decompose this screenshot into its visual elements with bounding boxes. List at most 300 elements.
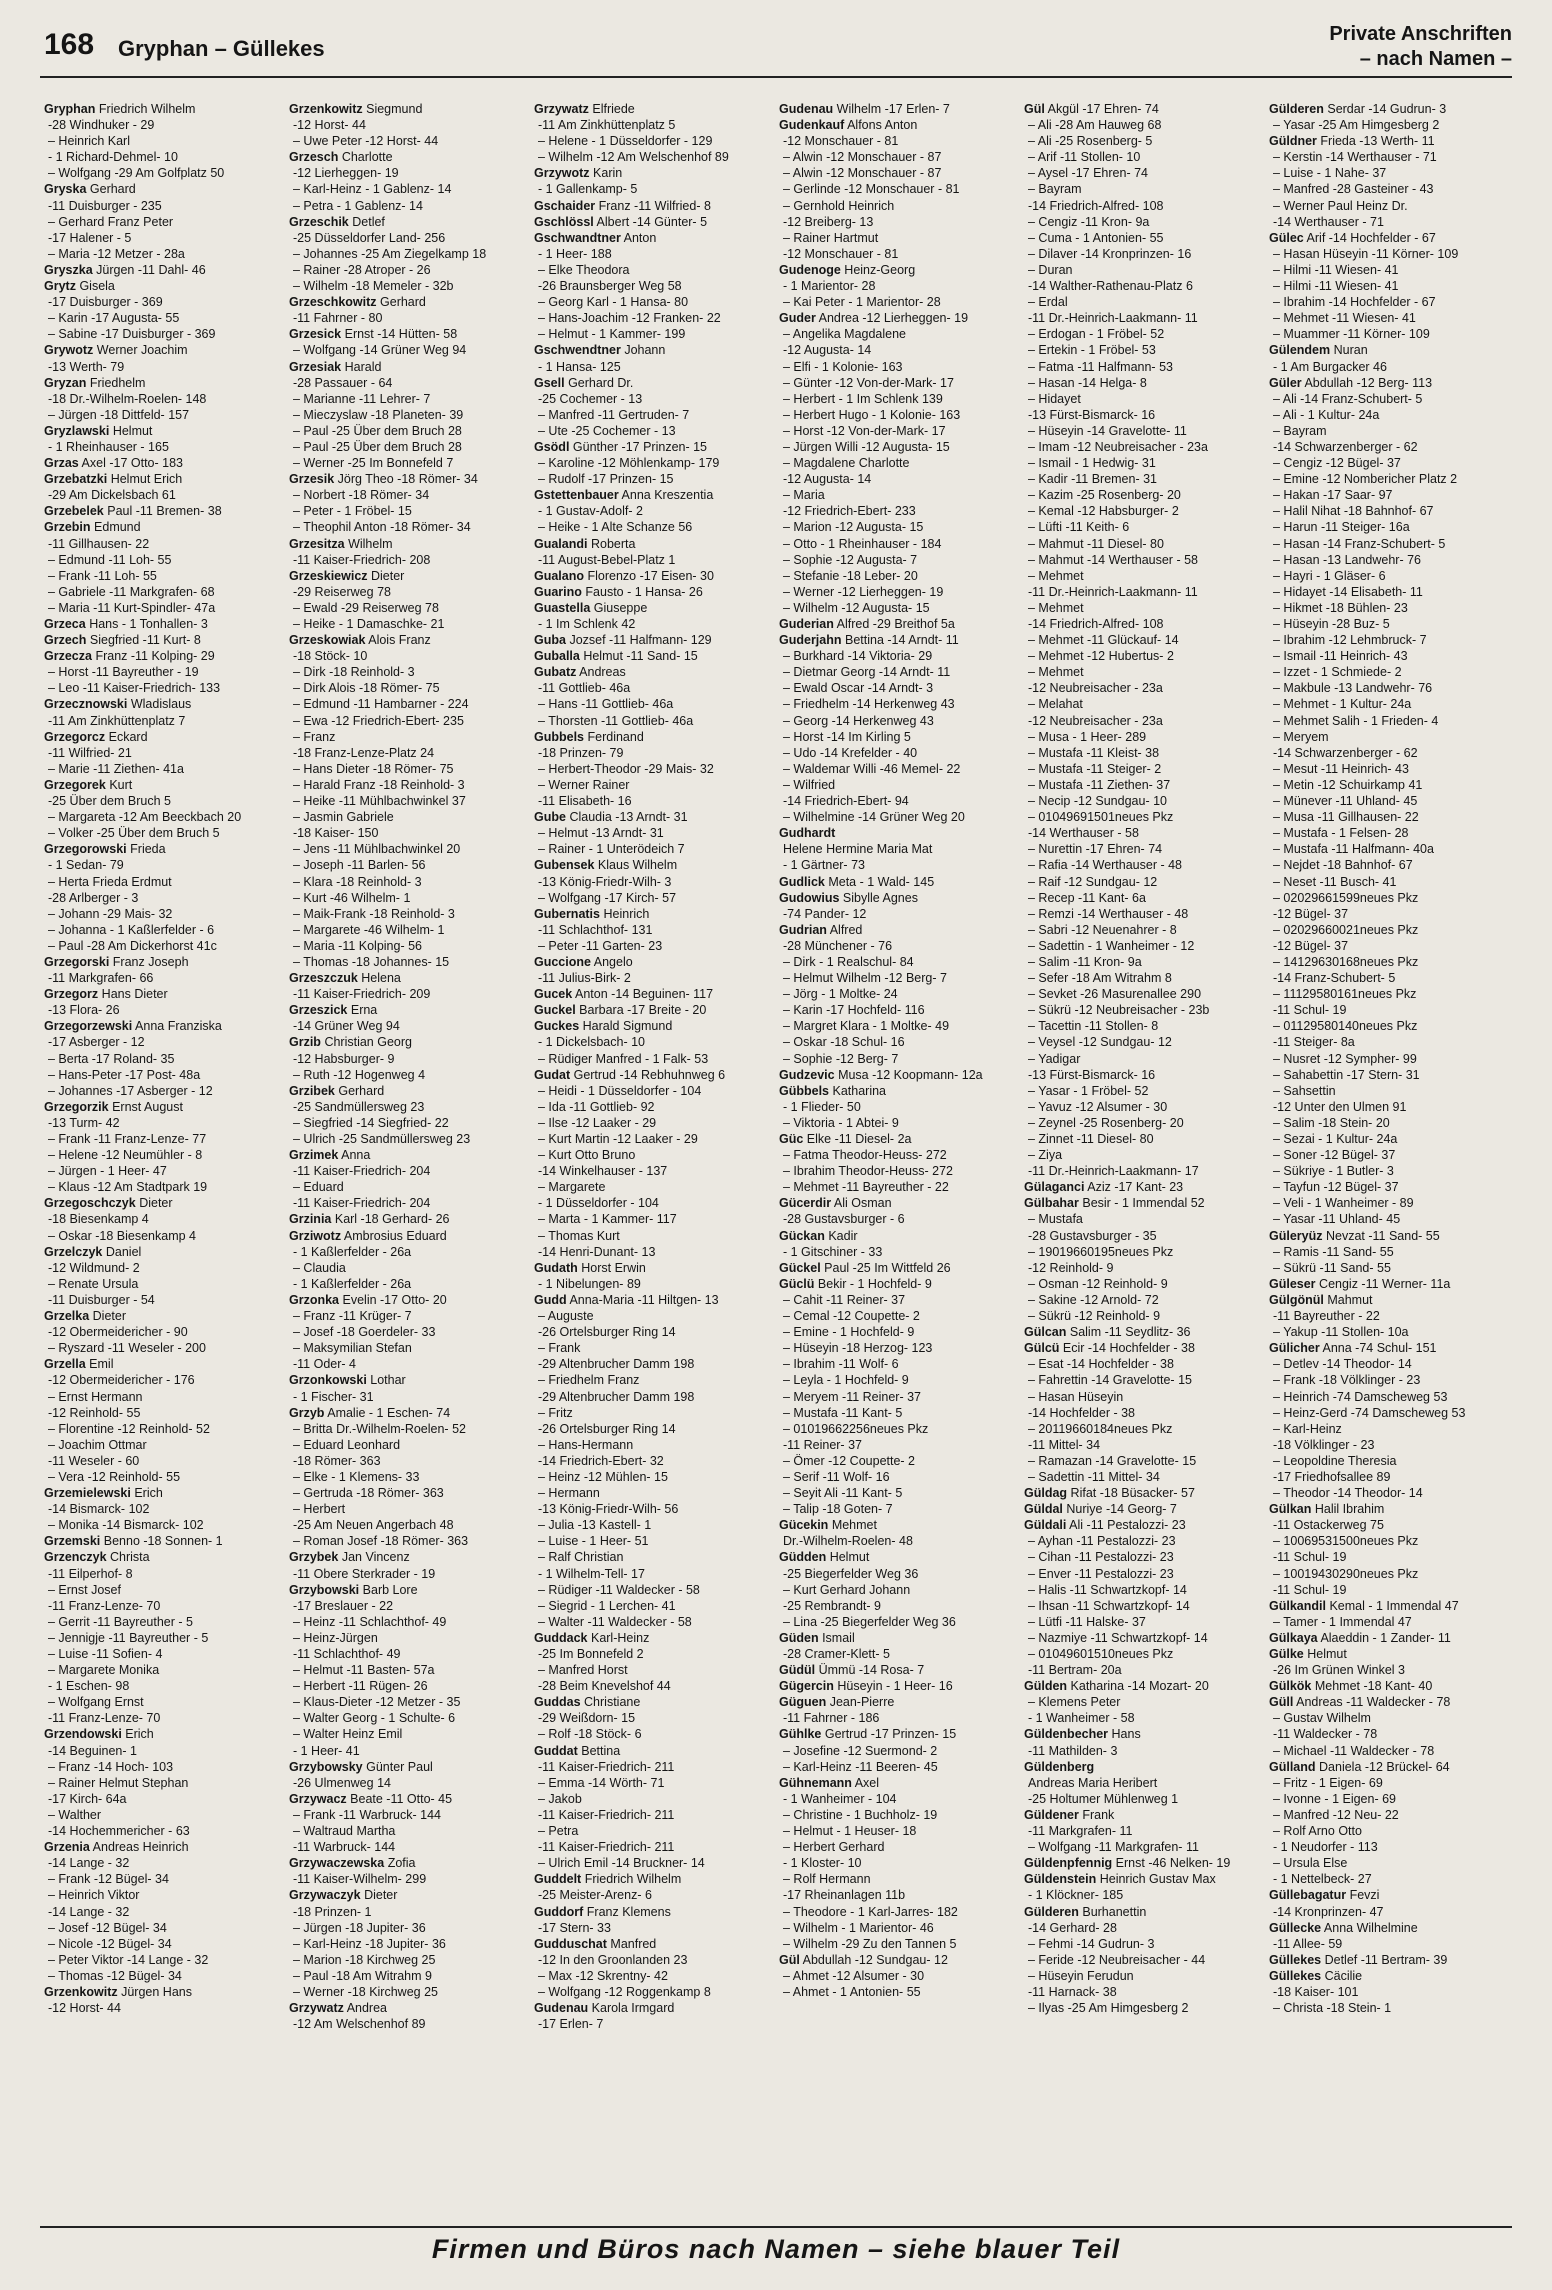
entry-line: – Luise - 1 Heer- 51 bbox=[538, 1534, 649, 1549]
entry-line: – Ertekin - 1 Fröbel- 53 bbox=[1028, 343, 1156, 358]
entry-details: Ambrosius Eduard bbox=[343, 1228, 447, 1243]
entry-line: – Renate Ursula bbox=[48, 1276, 139, 1291]
entry-line: -26 Ulmenweg 14 bbox=[293, 1775, 391, 1790]
directory-entry bbox=[1024, 1501, 1263, 1517]
entry-line: – Karl-Heinz - 1 Gablenz- 14 bbox=[293, 182, 452, 197]
entry-line: – Johannes -17 Asberger - 12 bbox=[48, 1083, 213, 1098]
directory-entry bbox=[44, 101, 283, 117]
entry-line: – Mehmet bbox=[1028, 665, 1084, 680]
entry-line: – Mehmet Salih - 1 Frieden- 4 bbox=[1273, 713, 1439, 728]
entry-line: – Heinz -12 Mühlen- 15 bbox=[538, 1469, 668, 1484]
entry-line: – Joseph -11 Barlen- 56 bbox=[293, 858, 426, 873]
entry-line: – Nicole -12 Bügel- 34 bbox=[48, 1936, 172, 1951]
entry-line: – Friedhelm -14 Herkenweg 43 bbox=[783, 697, 955, 712]
directory-entry bbox=[44, 632, 283, 648]
entry-line: – 10069531500neues Pkz bbox=[1273, 1534, 1419, 1549]
entry-line: – Hikmet -18 Bühlen- 23 bbox=[1273, 600, 1408, 615]
surname: Grzebin bbox=[44, 520, 91, 535]
directory-entry bbox=[1269, 1694, 1508, 1710]
entry-details: Axel -17 Otto- 183 bbox=[81, 456, 183, 471]
entry-line: – Alwin -12 Monschauer - 87 bbox=[783, 150, 942, 165]
entry-line: – Elfi - 1 Kolonie- 163 bbox=[783, 359, 903, 374]
entry-line: – Erdogan - 1 Fröbel- 52 bbox=[1028, 327, 1165, 342]
entry-details: Axel bbox=[854, 1775, 880, 1790]
surname: Gudenau bbox=[779, 102, 834, 116]
entry-line: -12 Bügel- 37 bbox=[1273, 938, 1349, 953]
entry-line: - 1 Kaßlerfelder - 26a bbox=[293, 1244, 412, 1259]
entry-line: – Christa -18 Stein- 1 bbox=[1273, 2001, 1392, 2016]
surname: Güldenstein bbox=[1024, 1872, 1097, 1887]
entry-line: – Hasan -14 Helga- 8 bbox=[1028, 375, 1147, 390]
entry-details: Frieda bbox=[130, 842, 166, 857]
directory-entry bbox=[1024, 1871, 1263, 1887]
entry-line: – Maria -11 Kolping- 56 bbox=[293, 938, 423, 953]
entry-line: -11 Fahrner - 80 bbox=[293, 311, 383, 326]
entry-line: – Josef -18 Goerdeler- 33 bbox=[293, 1325, 436, 1340]
entry-details: Fevzi bbox=[1349, 1888, 1380, 1903]
entry-details: Andreas bbox=[579, 665, 626, 680]
surname: Gudhardt bbox=[779, 826, 836, 841]
surname: Gülke bbox=[1269, 1647, 1304, 1661]
entry-line: – Jürgen - 1 Heer- 47 bbox=[48, 1164, 167, 1179]
entry-details: Bekir - 1 Hochfeld- 9 bbox=[817, 1276, 932, 1291]
entry-line: – Jürgen -18 Jupiter- 36 bbox=[293, 1920, 426, 1935]
directory-entry bbox=[44, 841, 283, 857]
surname: Guccione bbox=[534, 954, 591, 969]
surname: Gügercin bbox=[779, 1679, 834, 1694]
entry-line: -11 Wilfried- 21 bbox=[48, 745, 132, 760]
entry-line: – Herbert Hugo - 1 Kolonie- 163 bbox=[783, 407, 961, 422]
entry-line: - 1 Dickelsbach- 10 bbox=[538, 1035, 645, 1050]
entry-line: – 14129630168neues Pkz bbox=[1273, 954, 1419, 969]
directory-entry bbox=[534, 954, 773, 970]
directory-entry bbox=[44, 423, 283, 439]
entry-line: -26 Ortelsburger Ring 14 bbox=[538, 1325, 676, 1340]
entry-line: - 1 Am Burgacker 46 bbox=[1273, 359, 1387, 374]
directory-entry bbox=[779, 1775, 1018, 1791]
entry-line: – Wilfried bbox=[783, 777, 836, 792]
surname: Gualano bbox=[534, 568, 585, 583]
entry-line: – 01049601510neues Pkz bbox=[1028, 1647, 1174, 1661]
entry-line: – Uwe Peter -12 Horst- 44 bbox=[293, 134, 439, 149]
surname: Grzeszczuk bbox=[289, 971, 358, 986]
entry-line: – Arif -11 Stollen- 10 bbox=[1028, 150, 1141, 165]
surname: Gülendem bbox=[1269, 343, 1331, 358]
directory-column bbox=[44, 101, 283, 2187]
entry-details: Anna-Maria -11 Hiltgen- 13 bbox=[569, 1292, 719, 1307]
directory-entry bbox=[289, 1034, 528, 1050]
entry-line: – Gerhard Franz Peter bbox=[48, 214, 174, 229]
surname: Grzegorcz bbox=[44, 729, 106, 744]
surname: Guderjahn bbox=[779, 633, 842, 648]
entry-line: – Sefer -18 Am Witrahm 8 bbox=[1028, 971, 1172, 986]
surname: Gryska bbox=[44, 182, 87, 197]
entry-line: – Horst -14 Im Kirling 5 bbox=[783, 729, 911, 744]
surname: Grzibek bbox=[289, 1083, 335, 1098]
entry-line: – Edmund -11 Hambarner - 224 bbox=[293, 697, 469, 712]
entry-details: Akgül -17 Ehren- 74 bbox=[1047, 102, 1159, 116]
directory-entry bbox=[1269, 1228, 1508, 1244]
entry-line: -28 Gustavsburger - 6 bbox=[783, 1212, 905, 1227]
entry-line: - 1 Marientor- 28 bbox=[783, 279, 876, 294]
entry-line: – Franz -11 Krüger- 7 bbox=[293, 1309, 412, 1324]
entry-line: -25 Rembrandt- 9 bbox=[783, 1598, 881, 1613]
entry-details: Karl -18 Gerhard- 26 bbox=[334, 1212, 450, 1227]
directory-entry bbox=[44, 954, 283, 970]
directory-entry bbox=[779, 1228, 1018, 1244]
directory-entry bbox=[534, 600, 773, 616]
directory-entry bbox=[534, 1018, 773, 1034]
entry-line: – Ihsan -11 Schwartzkopf- 14 bbox=[1028, 1598, 1190, 1613]
entry-details: Alfred -29 Breithof 5a bbox=[836, 617, 955, 631]
entry-line: – Muammer -11 Körner- 109 bbox=[1273, 327, 1430, 342]
surname: Gubbels bbox=[534, 729, 585, 744]
entry-line: – Julia -13 Kastell- 1 bbox=[538, 1518, 652, 1533]
entry-line: – Soner -12 Bügel- 37 bbox=[1273, 1148, 1396, 1163]
directory-entry bbox=[1269, 1340, 1508, 1356]
entry-line: - 1 Nibelungen- 89 bbox=[538, 1276, 641, 1291]
surname: Gückel bbox=[779, 1260, 821, 1275]
surname: Gudath bbox=[534, 1260, 578, 1275]
entry-details: Roberta bbox=[590, 536, 636, 551]
entry-details: Cengiz -11 Werner- 11a bbox=[1319, 1276, 1451, 1291]
entry-line: – Klaus -12 Am Stadtpark 19 bbox=[48, 1180, 208, 1195]
entry-details: Wladislaus bbox=[130, 697, 192, 712]
surname: Güldener bbox=[1024, 1807, 1079, 1822]
surname: Güldenpfennig bbox=[1024, 1856, 1113, 1871]
entry-details: Mehmet -18 Kant- 40 bbox=[1314, 1679, 1433, 1694]
entry-line: – Emine - 1 Hochfeld- 9 bbox=[783, 1325, 915, 1340]
directory-entry bbox=[534, 1002, 773, 1018]
directory-entry bbox=[779, 101, 1018, 117]
directory-entry bbox=[1269, 1501, 1508, 1517]
entry-line: – Sahsettin bbox=[1273, 1083, 1336, 1098]
surname: Grzebelek bbox=[44, 504, 104, 519]
entry-line: – Izzet - 1 Schmiede- 2 bbox=[1273, 665, 1402, 680]
entry-line: – Sadettin -11 Mittel- 34 bbox=[1028, 1469, 1160, 1484]
entry-line: – Osman -12 Reinhold- 9 bbox=[1028, 1276, 1168, 1291]
entry-details: Edmund bbox=[94, 520, 141, 535]
directory-entry bbox=[534, 214, 773, 230]
entry-line: – Cemal -12 Coupette- 2 bbox=[783, 1309, 920, 1324]
entry-line: -11 Gottlieb- 46a bbox=[538, 681, 631, 696]
entry-details: Johann bbox=[624, 343, 666, 358]
surname: Grzeschik bbox=[289, 214, 349, 229]
directory-entry bbox=[44, 455, 283, 471]
entry-line: – Franz bbox=[293, 729, 336, 744]
entry-line: – Kemal -12 Habsburger- 2 bbox=[1028, 504, 1179, 519]
surname: Gschwandtner bbox=[534, 230, 621, 245]
entry-line: – Frank -18 Völklinger - 23 bbox=[1273, 1373, 1421, 1388]
entry-details: Karin bbox=[593, 166, 623, 181]
entry-line: – Yasar -25 Am Himgesberg 2 bbox=[1273, 118, 1440, 133]
surname: Grzas bbox=[44, 456, 79, 471]
entry-details: Andreas Heinrich bbox=[92, 1840, 189, 1855]
surname: Grzywaczewska bbox=[289, 1856, 385, 1871]
entry-details: Hans - 1 Tonhallen- 3 bbox=[89, 617, 208, 631]
entry-line: – Paul -25 Über dem Bruch 28 bbox=[293, 423, 462, 438]
entry-line: -29 Am Dickelsbach 61 bbox=[48, 488, 176, 503]
entry-line: – Remzi -14 Werthauser - 48 bbox=[1028, 906, 1189, 921]
directory-entry bbox=[44, 729, 283, 745]
entry-line: -13 Turm- 42 bbox=[48, 1115, 120, 1130]
entry-details: Charlotte bbox=[341, 150, 393, 165]
directory-entry bbox=[44, 616, 283, 632]
surname: Grzonka bbox=[289, 1292, 340, 1307]
entry-line: – Mustafa bbox=[1028, 1212, 1083, 1227]
entry-line: -29 Altenbrucher Damm 198 bbox=[538, 1357, 695, 1372]
entry-line: -11 Obere Sterkrader - 19 bbox=[293, 1566, 436, 1581]
directory-entry bbox=[44, 278, 283, 294]
directory-column bbox=[289, 101, 528, 2187]
entry-line: -17 Stern- 33 bbox=[538, 1920, 611, 1935]
entry-line: – Aysel -17 Ehren- 74 bbox=[1028, 166, 1148, 181]
directory-entry bbox=[1269, 375, 1508, 391]
directory-entry bbox=[534, 1743, 773, 1759]
entry-line: – Musa -11 Gillhausen- 22 bbox=[1273, 810, 1419, 825]
entry-line: -18 Völklinger - 23 bbox=[1273, 1437, 1375, 1452]
entry-line: - 1 Gärtner- 73 bbox=[783, 858, 865, 873]
entry-line: – Walther bbox=[48, 1807, 102, 1822]
directory-entry bbox=[44, 471, 283, 487]
entry-line: -13 König-Friedr-Wilh- 56 bbox=[538, 1502, 679, 1517]
directory-column bbox=[1024, 101, 1263, 2187]
surname: Güler bbox=[1269, 375, 1302, 390]
entry-line: - 1 Klöckner- 185 bbox=[1028, 1888, 1124, 1903]
entry-line: – Rolf -18 Stöck- 6 bbox=[538, 1727, 642, 1742]
surname: Gülicher bbox=[1269, 1341, 1320, 1356]
entry-line: - 1 Wanheimer - 104 bbox=[783, 1791, 897, 1806]
entry-line: – Werner Paul Heinz Dr. bbox=[1273, 198, 1408, 213]
entry-details: Andrea bbox=[346, 2001, 387, 2016]
entry-line: -18 Prinzen- 79 bbox=[538, 745, 624, 760]
surname: Gülden bbox=[1024, 1679, 1068, 1694]
entry-line: – Fatma -11 Halfmann- 53 bbox=[1028, 359, 1173, 374]
entry-details: Gerhard bbox=[380, 295, 426, 310]
entry-line: -25 Sandmüllersweg 23 bbox=[293, 1099, 425, 1114]
entry-line: -11 Weseler - 60 bbox=[48, 1453, 140, 1468]
directory-entry bbox=[44, 503, 283, 519]
directory-entry bbox=[44, 1839, 283, 1855]
directory-entry bbox=[534, 101, 773, 117]
entry-line: -25 Biegerfelder Weg 36 bbox=[783, 1566, 919, 1581]
entry-line: – Jennigje -11 Bayreuther - 5 bbox=[48, 1630, 209, 1645]
entry-line: – Hans-Hermann bbox=[538, 1437, 634, 1452]
entry-line: – Wilhelm - 1 Marientor- 46 bbox=[783, 1920, 934, 1935]
entry-line: – Kai Peter - 1 Marientor- 28 bbox=[783, 295, 941, 310]
directory-entry bbox=[44, 696, 283, 712]
entry-line: – Wilhelm -12 Augusta- 15 bbox=[783, 600, 930, 615]
entry-line: -12 Friedrich-Ebert- 233 bbox=[783, 504, 916, 519]
entry-line: – Heinz -11 Schlachthof- 49 bbox=[293, 1614, 447, 1629]
entry-line: – Kazim -25 Rosenberg- 20 bbox=[1028, 488, 1181, 503]
entry-details: Dieter bbox=[92, 1309, 126, 1324]
entry-line: – Yakup -11 Stollen- 10a bbox=[1273, 1325, 1409, 1340]
entry-details: Christian Georg bbox=[324, 1035, 412, 1050]
entry-line: – Ulrich Emil -14 Bruckner- 14 bbox=[538, 1856, 705, 1871]
surname: Gsell bbox=[534, 375, 565, 390]
entry-line: – Frank bbox=[538, 1341, 581, 1356]
directory-entry bbox=[534, 584, 773, 600]
entry-line: -12 In den Groonlanden 23 bbox=[538, 1952, 688, 1967]
surname: Grziwotz bbox=[289, 1228, 342, 1243]
entry-line: – Ziya bbox=[1028, 1148, 1063, 1163]
entry-line: – Sezai - 1 Kultur- 24a bbox=[1273, 1132, 1398, 1146]
entry-line: – Friedhelm Franz bbox=[538, 1373, 640, 1388]
directory-entry bbox=[289, 1147, 528, 1163]
entry-line: – Jasmin Gabriele bbox=[293, 810, 394, 825]
directory-entry bbox=[534, 536, 773, 552]
entry-details: Andreas -11 Waldecker - 78 bbox=[1296, 1695, 1451, 1710]
surname: Guder bbox=[779, 311, 816, 326]
directory-column bbox=[534, 101, 773, 2187]
entry-line: – Werner -18 Kirchweg 25 bbox=[293, 1984, 438, 1999]
entry-details: Burhanettin bbox=[1082, 1904, 1147, 1919]
entry-line: -25 Meister-Arenz- 6 bbox=[538, 1888, 652, 1903]
entry-line: -25 Holtumer Mühlenweg 1 bbox=[1028, 1791, 1179, 1806]
surname: Gubensek bbox=[534, 858, 595, 873]
entry-line: – Jörg - 1 Moltke- 24 bbox=[783, 987, 898, 1002]
entry-details: Dieter bbox=[139, 1196, 173, 1211]
entry-details: Siegfried -11 Kurt- 8 bbox=[89, 633, 201, 648]
entry-line: - 1 Düsseldorfer - 104 bbox=[538, 1196, 659, 1211]
entry-line: -11 Am Zinkhüttenplatz 5 bbox=[538, 118, 676, 133]
surname: Grzesiak bbox=[289, 359, 342, 374]
entry-line: – Fritz bbox=[538, 1405, 573, 1420]
surname: Grzeskiewicz bbox=[289, 568, 368, 583]
entry-details: Katharina bbox=[832, 1083, 887, 1098]
entry-line: – Max -12 Skrentny- 42 bbox=[538, 1968, 668, 1983]
entry-line: – Kurt -46 Wilhelm- 1 bbox=[293, 890, 411, 905]
entry-line: -11 Kaiser-Friedrich- 208 bbox=[293, 552, 431, 567]
entry-line: -12 Reinhold- 55 bbox=[48, 1405, 141, 1420]
entry-line: – Monika -14 Bismarck- 102 bbox=[48, 1518, 204, 1533]
entry-details: Gerhard bbox=[89, 182, 136, 197]
entry-line: – Waltraud Martha bbox=[293, 1824, 396, 1839]
entry-line: – Cengiz -12 Bügel- 37 bbox=[1273, 456, 1401, 471]
entry-line: – Peter - 1 Fröbel- 15 bbox=[293, 504, 412, 519]
entry-line: – Veysel -12 Sundgau- 12 bbox=[1028, 1035, 1172, 1050]
surname: Güllekes bbox=[1269, 1968, 1322, 1983]
entry-line: – Talip -18 Goten- 7 bbox=[783, 1502, 893, 1517]
entry-line: – Dietmar Georg -14 Arndt- 11 bbox=[783, 665, 951, 680]
page-number: 168 bbox=[44, 28, 95, 61]
entry-line: -12 Monschauer - 81 bbox=[783, 246, 899, 261]
entry-line: – 01129580140neues Pkz bbox=[1273, 1019, 1418, 1034]
entry-line: – Ahmet - 1 Antonien- 55 bbox=[783, 1984, 921, 1999]
entry-line: – Gabriele -11 Markgrafen- 68 bbox=[48, 584, 215, 599]
entry-line: – Ayhan -11 Pestalozzi- 23 bbox=[1028, 1534, 1176, 1549]
surname: Grzegorzewski bbox=[44, 1019, 133, 1034]
entry-line: -14 Franz-Schubert- 5 bbox=[1273, 971, 1396, 986]
entry-line: – Halil Nihat -18 Bahnhof- 67 bbox=[1273, 504, 1434, 519]
entry-line: – Helmut Wilhelm -12 Berg- 7 bbox=[783, 971, 947, 986]
entry-line: – Auguste bbox=[538, 1309, 594, 1324]
surname: Gudenoge bbox=[779, 262, 841, 277]
directory-entry bbox=[44, 648, 283, 664]
surname: Grzywaczyk bbox=[289, 1888, 361, 1903]
directory-entry bbox=[534, 568, 773, 584]
entry-line: – Sükrü -11 Sand- 55 bbox=[1273, 1260, 1391, 1275]
entry-line: – Edmund -11 Loh- 55 bbox=[48, 552, 172, 567]
entry-details: Emil bbox=[89, 1357, 114, 1372]
surname: Grzesik bbox=[289, 472, 335, 487]
entry-line: – 02029661599neues Pkz bbox=[1273, 890, 1419, 905]
entry-line: – Nejdet -18 Bahnhof- 67 bbox=[1273, 858, 1413, 873]
entry-details: Detlef -11 Bertram- 39 bbox=[1324, 1952, 1448, 1967]
entry-line: – Herbert Gerhard bbox=[783, 1840, 885, 1855]
entry-line: -14 Beguinen- 1 bbox=[48, 1743, 137, 1758]
entry-line: – Viktoria - 1 Abtei- 9 bbox=[783, 1115, 899, 1130]
surname: Gülderen bbox=[1269, 102, 1324, 116]
entry-line: – Dirk - 1 Realschul- 84 bbox=[783, 954, 914, 969]
entry-line: – Salim -11 Kron- 9a bbox=[1028, 954, 1142, 969]
entry-line: -26 Ortelsburger Ring 14 bbox=[538, 1421, 676, 1436]
entry-line: -28 Passauer - 64 bbox=[293, 375, 393, 390]
entry-details: Ismail bbox=[822, 1630, 855, 1645]
directory-entry bbox=[1269, 1968, 1508, 1984]
surname: Gühnemann bbox=[779, 1775, 852, 1790]
surname: Güguen bbox=[779, 1695, 827, 1710]
entry-line: – Heike -11 Mühlbachwinkel 37 bbox=[293, 794, 466, 809]
entry-details: Arif -14 Hochfelder - 67 bbox=[1306, 230, 1436, 245]
surname: Guddas bbox=[534, 1695, 581, 1710]
entry-line: – Sahabettin -17 Stern- 31 bbox=[1273, 1067, 1420, 1082]
entry-line: – Mehmet -11 Glückauf- 14 bbox=[1028, 633, 1179, 648]
surname: Grzelka bbox=[44, 1309, 90, 1324]
entry-line: -14 Winkelhauser - 137 bbox=[538, 1164, 668, 1179]
surname: Gschaider bbox=[534, 198, 596, 213]
surname: Grzybek bbox=[289, 1550, 339, 1565]
directory-entry bbox=[289, 326, 528, 342]
directory-entry bbox=[534, 809, 773, 825]
entry-line: -28 Münchener - 76 bbox=[783, 938, 893, 953]
entry-details: Dieter bbox=[371, 568, 405, 583]
entry-details: Erna bbox=[350, 1003, 378, 1018]
entry-details: Kurt bbox=[109, 777, 133, 792]
entry-line: -14 Walther-Rathenau-Platz 6 bbox=[1028, 279, 1193, 294]
entry-line: -11 Waldecker - 78 bbox=[1273, 1727, 1378, 1742]
entry-line: – Ismail - 1 Hedwig- 31 bbox=[1028, 456, 1156, 471]
entry-details: Anton -14 Beguinen- 117 bbox=[575, 987, 714, 1002]
entry-line: – Imam -12 Neubreisacher - 23a bbox=[1028, 439, 1208, 454]
directory-entry bbox=[779, 1517, 1018, 1533]
entry-line: -12 Monschauer - 81 bbox=[783, 134, 899, 149]
entry-line: -11 Kaiser-Wilhelm- 299 bbox=[293, 1872, 427, 1887]
directory-entry bbox=[44, 181, 283, 197]
surname: Guballa bbox=[534, 649, 580, 664]
entry-line: -12 Neubreisacher - 23a bbox=[1028, 681, 1163, 696]
entry-line: -12 Neubreisacher - 23a bbox=[1028, 713, 1163, 728]
directory-entry bbox=[779, 890, 1018, 906]
surname: Guderian bbox=[779, 617, 834, 631]
entry-line: – Hakan -17 Saar- 97 bbox=[1273, 488, 1393, 503]
entry-line: – Vera -12 Reinhold- 55 bbox=[48, 1469, 181, 1484]
entry-details: Helmut Erich bbox=[110, 472, 183, 487]
surname: Grzelczyk bbox=[44, 1244, 103, 1259]
surname: Gübbels bbox=[779, 1083, 830, 1098]
entry-line: – Nazmiye -11 Schwartzkopf- 14 bbox=[1028, 1630, 1208, 1645]
surname: Guddat bbox=[534, 1743, 578, 1758]
entry-line: -11 Schlachthof- 49 bbox=[293, 1647, 401, 1661]
entry-line: -26 Braunsberger Weg 58 bbox=[538, 279, 682, 294]
entry-line: -12 Unter den Ulmen 91 bbox=[1273, 1099, 1407, 1114]
entry-details: Bettina bbox=[581, 1743, 621, 1758]
entry-line: – Kurt Gerhard Johann bbox=[783, 1582, 911, 1597]
directory-entry bbox=[1269, 1952, 1508, 1968]
entry-details: Günther -17 Prinzen- 15 bbox=[572, 439, 708, 454]
entry-line: – Manfred -12 Neu- 22 bbox=[1273, 1807, 1399, 1822]
